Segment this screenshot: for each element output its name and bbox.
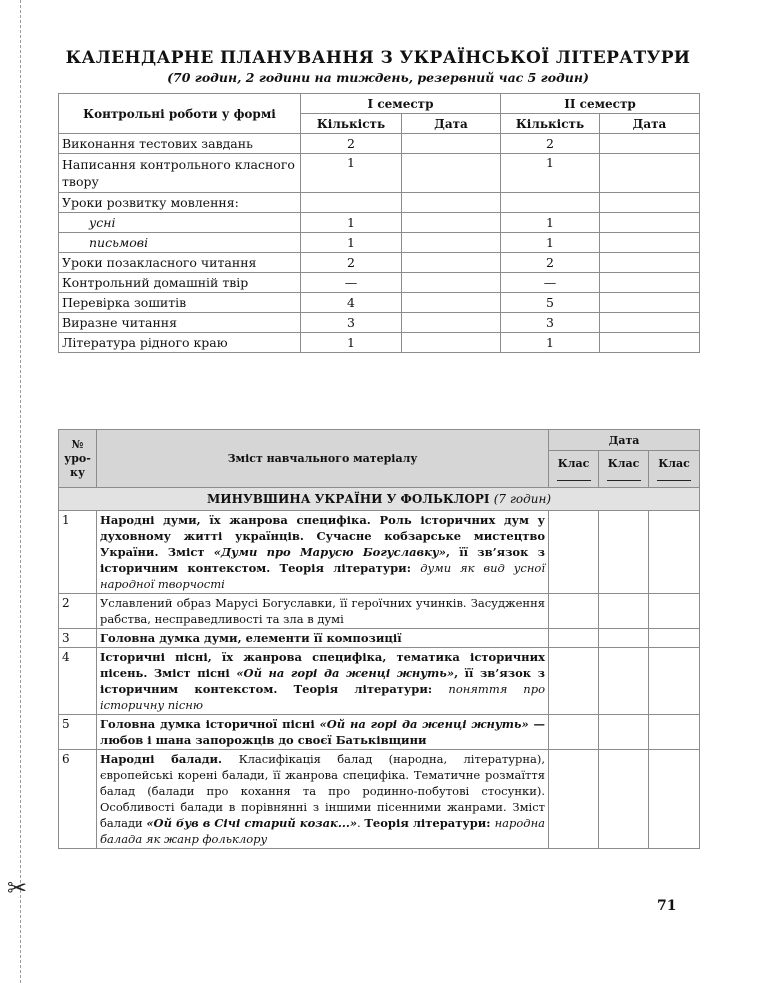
sem2-date [600,293,700,313]
class-blank [557,471,591,481]
date-cell-class-1 [549,750,599,849]
header-semester-1: І семестр [301,94,501,114]
table-row [59,154,700,193]
lesson-text-fragment: , її зв’язок з історичним контекстом. Теорія літератури: [100,545,545,575]
header-class-1 [549,451,599,488]
table-row [59,293,700,313]
header-form: Контрольні роботи у формі [59,94,301,134]
lesson-text-fragment: думи як вид усної народної творчості [100,561,546,591]
control-works-table [58,93,700,353]
date-cell-class-1 [549,629,599,648]
table-row [59,213,700,233]
sem2-qty: 2 [501,253,600,273]
sem1-qty: 1 [301,233,402,253]
sem1-date [402,213,501,233]
date-cell-class-2 [599,750,649,849]
date-cell-class-1 [549,715,599,750]
table-row [59,629,700,648]
sem1-date [402,273,501,293]
sem1-qty: 4 [301,293,402,313]
row-label: Написання контрольного класного твору [59,154,301,193]
lesson-number: 3 [59,629,97,648]
lesson-content [97,594,549,629]
class-label: Клас [607,457,640,470]
sem2-date [600,134,700,154]
lesson-text-fragment: . [357,816,365,830]
lesson-text-fragment: народна балада як жанр фольклору [100,816,545,846]
table-row [59,193,700,213]
sem1-qty: 2 [301,253,402,273]
scissors-icon: ✂ [7,874,28,902]
sem1-date [402,293,501,313]
lesson-text-fragment: Головна думка думи, елементи її композиції [100,631,402,645]
sem2-date [600,233,700,253]
date-cell-class-3 [649,750,700,849]
header-content: Зміст навчального матеріалу [97,430,549,488]
section-hours: (7 годин) [493,492,552,506]
lesson-number: 4 [59,648,97,715]
sem2-date [600,273,700,293]
lesson-number: 5 [59,715,97,750]
sem1-qty: 1 [301,333,402,353]
date-cell-class-2 [599,511,649,594]
table-row [59,273,700,293]
lesson-text-fragment: «Ой на горі да женці жнуть» [236,666,455,680]
header-qty-1: Кількість [301,114,402,134]
class-blank [607,471,641,481]
table-row [59,233,700,253]
sem2-qty [501,193,600,213]
sem2-date [600,313,700,333]
header-date: Дата [549,430,700,451]
table-row [59,253,700,273]
section-row [59,488,700,511]
lesson-text-fragment: Уславлений образ Марусі Богуславки, її героїчних учинків. Засудження рабства, несправедливості та зла в думі [100,596,545,626]
sem1-qty: — [301,273,402,293]
sem1-qty: 1 [301,213,402,233]
table-row [59,333,700,353]
lesson-plan-table [58,429,700,849]
row-label: Виконання тестових завдань [59,134,301,154]
lesson-text-fragment: «Ой на горі да женці жнуть» [319,717,529,731]
lesson-number: 1 [59,511,97,594]
table-row [59,594,700,629]
sem1-qty: 1 [301,154,402,193]
date-cell-class-3 [649,715,700,750]
date-cell-class-1 [549,511,599,594]
header-semester-2: ІІ семестр [501,94,700,114]
sem1-date [402,253,501,273]
table-row [59,313,700,333]
header-class-2 [599,451,649,488]
header-date-1: Дата [402,114,501,134]
lesson-content [97,629,549,648]
table-row [59,511,700,594]
sem1-qty: 3 [301,313,402,333]
sem1-qty [301,193,402,213]
page-number: 71 [657,898,677,914]
sem2-qty: 1 [501,154,600,193]
cut-line [20,0,21,983]
lesson-text-fragment: Народні думи, їх жанрова специфіка. Роль історичних дум у духовному житті українців. Сучасне кобзарське мистецтво України. Зміст [100,513,545,559]
table-row [59,750,700,849]
class-label: Клас [658,457,690,470]
date-cell-class-1 [549,648,599,715]
row-label: Уроки розвитку мовлення: [59,193,301,213]
table-row [59,715,700,750]
lesson-text-fragment: , її зв’язок з історичним контекстом. Теорія літератури: [100,666,545,696]
sem1-date [402,233,501,253]
lesson-number: 6 [59,750,97,849]
class-blank [657,471,691,481]
lesson-content [97,715,549,750]
row-label: Уроки позакласного читання [59,253,301,273]
lesson-content [97,750,549,849]
date-cell-class-3 [649,648,700,715]
header-date-2: Дата [600,114,700,134]
sem2-qty: 3 [501,313,600,333]
section-title [59,488,700,511]
lesson-text-fragment: Головна думка історичної пісні [100,717,320,731]
sem1-qty: 2 [301,134,402,154]
sem2-qty: 1 [501,333,600,353]
lesson-text-fragment: — любов і шана запорожців до своєї Батьківщини [100,717,545,747]
sem1-date [402,313,501,333]
row-label: усні [59,213,301,233]
date-cell-class-2 [599,715,649,750]
row-label: Виразне читання [59,313,301,333]
date-cell-class-3 [649,629,700,648]
sem2-date [600,154,700,193]
sem2-qty: — [501,273,600,293]
page-title: КАЛЕНДАРНЕ ПЛАНУВАННЯ З УКРАЇНСЬКОЇ ЛІТЕРАТУРИ [65,48,691,68]
section-title-text: МИНУВШИНА УКРАЇНИ У ФОЛЬКЛОРІ [207,492,490,506]
row-label: Контрольний домашній твір [59,273,301,293]
date-cell-class-2 [599,629,649,648]
date-cell-class-2 [599,648,649,715]
lesson-content [97,511,549,594]
sem2-date [600,213,700,233]
lesson-text-fragment: Народні балади. [100,752,239,766]
lesson-text-fragment: Класифікація балад (народна, літературна), європейські корені балади, її жанрова специфіка. Тематичне розмаїття балад (балади про кохання та про родинно-побутові стосунки). Особливості балади в порівнянні з іншими пісенними жанрами. Зміст балади [100,752,546,830]
date-cell-class-3 [649,594,700,629]
sem2-date [600,253,700,273]
date-cell-class-2 [599,594,649,629]
table-row [59,134,700,154]
row-label: Перевірка зошитів [59,293,301,313]
header-lesson-number-label: № уро-ку [64,437,91,479]
header-class-3 [649,451,700,488]
date-cell-class-3 [649,511,700,594]
lesson-text-fragment: «Ой був в Січі старий козак...» [146,816,358,830]
lesson-number: 2 [59,594,97,629]
page-subtitle: (70 годин, 2 години на тиждень, резервний час 5 годин) [167,70,589,85]
sem2-qty: 1 [501,213,600,233]
date-cell-class-1 [549,594,599,629]
sem1-date [402,134,501,154]
sem2-qty: 1 [501,233,600,253]
sem2-qty: 2 [501,134,600,154]
sem2-qty: 5 [501,293,600,313]
sem1-date [402,154,501,193]
lesson-content [97,648,549,715]
sem2-date [600,193,700,213]
sem2-date [600,333,700,353]
sem1-date [402,333,501,353]
lesson-text-fragment: поняття про історичну пісню [100,682,545,712]
table-row [59,648,700,715]
sem1-date [402,193,501,213]
header-qty-2: Кількість [501,114,600,134]
row-label: Література рідного краю [59,333,301,353]
lesson-text-fragment: Теорія літератури: [364,816,495,830]
class-label: Клас [557,457,590,470]
header-lesson-number [59,430,97,488]
row-label: письмові [59,233,301,253]
lesson-text-fragment: Історичні пісні, їх жанрова специфіка, тематика історичних пісень. Зміст пісні [100,650,545,680]
lesson-text-fragment: «Думи про Марусю Богуславку» [213,545,446,559]
